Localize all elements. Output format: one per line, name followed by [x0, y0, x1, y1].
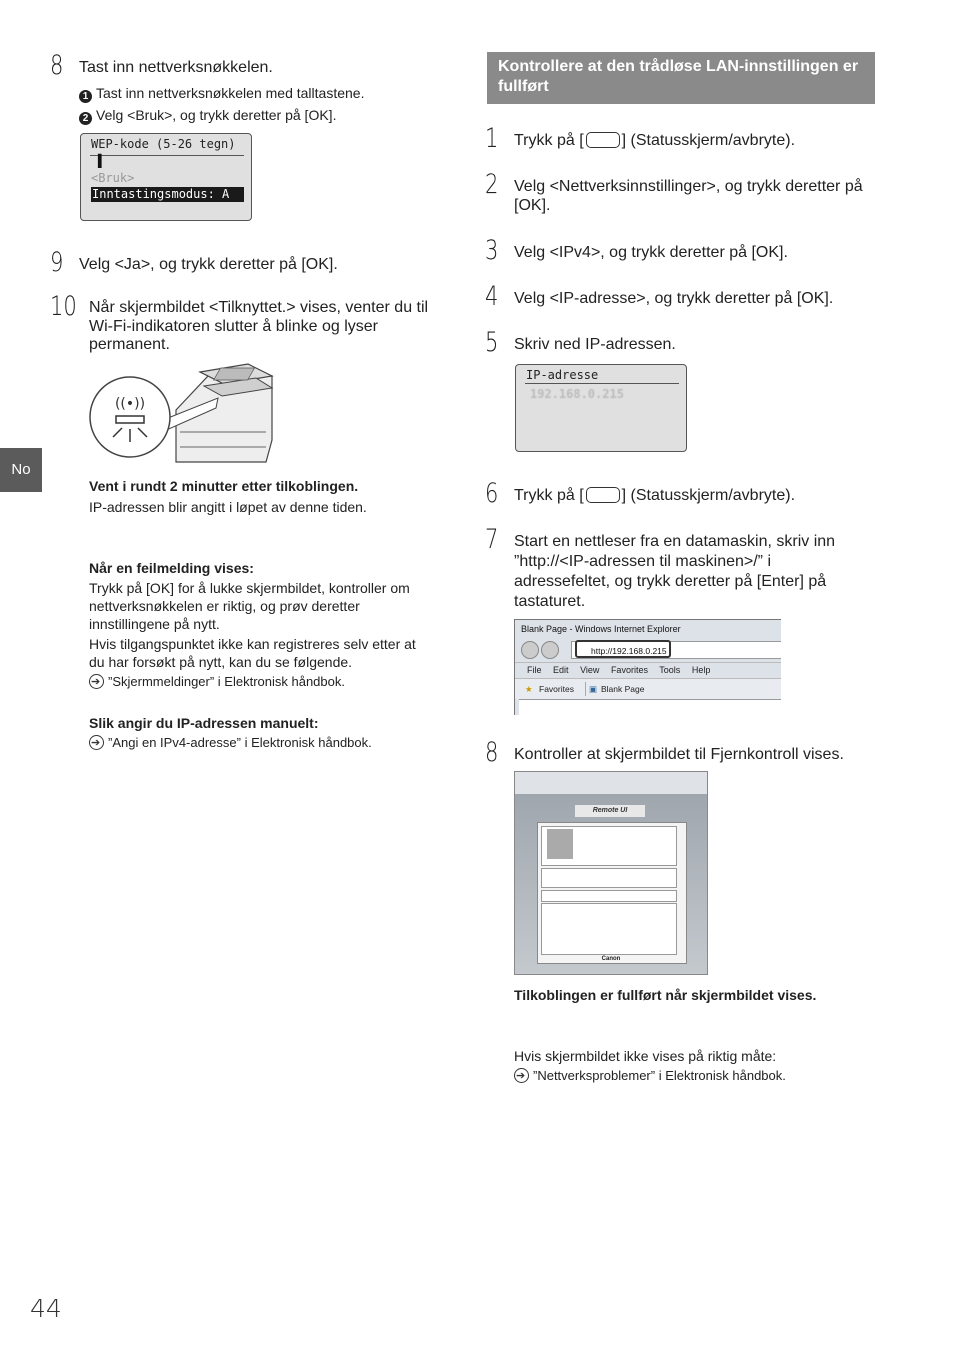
r-step-3-text: Velg <IPv4>, og trykk deretter på [OK].: [514, 244, 788, 261]
favorites-button[interactable]: Favorites: [539, 684, 574, 694]
sub-1-text: Tast inn nettverksnøkkelen med talltastene.: [96, 85, 365, 101]
manual-reference: [89, 734, 372, 752]
wep-lcd-screen: [80, 133, 252, 221]
back-button[interactable]: [521, 641, 539, 659]
blank-page-tab[interactable]: Blank Page: [601, 684, 645, 694]
r-step-1-post: ] (Statusskjerm/avbryte).: [621, 132, 796, 149]
favorites-bar: [515, 678, 781, 699]
lcd-ip-value: 192.168.0.215: [530, 387, 624, 401]
remote-ui-screenshot: [514, 771, 708, 975]
r-step-1-number: 1: [485, 123, 499, 154]
r-step-4-text: Velg <IP-adresse>, og trykk deretter på [OK].: [514, 290, 834, 307]
sub-2-text: Velg <Bruk>, og trykk deretter på [OK].: [96, 107, 337, 123]
error-text-2: Hvis tilgangspunktet ikke kan registreres selv etter at du har forsøkt på nytt, kan du se følgende.: [89, 636, 416, 670]
done-text: Tilkoblingen er fullført når skjermbildet vises.: [514, 987, 817, 1003]
printer-wifi-illustration: [88, 362, 278, 468]
step-10-text: Når skjermbildet <Tilknyttet.> vises, venter du til Wi-Fi-indikatoren slutter å blinke og lyser permanent.: [89, 299, 429, 353]
manual-title: Slik angir du IP-adressen manuelt:: [89, 715, 319, 731]
manual-reference-text: ”Angi en IPv4-adresse” i Elektronisk håndbok.: [108, 735, 372, 750]
r-step-5-number: 5: [485, 327, 499, 358]
remote-ui-logo: Remote UI: [575, 805, 645, 817]
ip-lcd-screen: [515, 364, 687, 452]
r-step-1-pre: Trykk på [: [514, 132, 584, 149]
menu-file[interactable]: File: [527, 665, 542, 675]
status-cancel-key-icon: [586, 487, 620, 503]
address-bar[interactable]: http://192.168.0.215: [575, 640, 671, 658]
step-8-number: 8: [50, 50, 64, 81]
menu-edit[interactable]: Edit: [553, 665, 569, 675]
lcd-cursor: ▌: [98, 154, 106, 168]
browser-screenshot: [514, 619, 781, 715]
notshown-text: Hvis skjermbildet ikke vises på riktig måte:: [514, 1048, 777, 1064]
lcd-bruk: <Bruk>: [91, 171, 135, 185]
section-heading: Kontrollere at den trådløse LAN-innstillingen er fullført: [487, 52, 875, 104]
r-step-4-number: 4: [485, 281, 499, 312]
browser-title: Blank Page - Windows Internet Explorer: [521, 624, 681, 634]
r-step-5-text: Skriv ned IP-adressen.: [514, 336, 676, 353]
menu-view[interactable]: View: [580, 665, 600, 675]
lcd-wep-title: WEP-kode (5-26 tegn): [91, 137, 236, 151]
r-step-6-post: ] (Statusskjerm/avbryte).: [621, 487, 796, 504]
status-cancel-key-icon: [586, 132, 620, 148]
r-step-2-text: Velg <Nettverksinnstillinger>, og trykk deretter på [OK].: [514, 178, 863, 214]
r-step-3-number: 3: [485, 235, 499, 266]
step-8-text: Tast inn nettverksnøkkelen.: [79, 59, 273, 76]
notshown-reference: [514, 1067, 786, 1085]
language-tab: No: [0, 448, 42, 492]
page-number: 44: [30, 1294, 62, 1323]
step-9-number: 9: [50, 247, 64, 278]
r-step-8-text: Kontroller at skjermbildet til Fjernkontroll vises.: [514, 746, 844, 763]
page-icon: ▣: [589, 684, 598, 694]
r-step-6-pre: Trykk på [: [514, 487, 584, 504]
wait-text: IP-adressen blir angitt i løpet av denne tiden.: [89, 499, 367, 515]
reference-arrow-icon: [89, 735, 104, 750]
step-10-number: 10: [50, 291, 77, 322]
step-8-sub-1: [79, 84, 364, 103]
notshown-reference-text: ”Nettverksproblemer” i Elektronisk håndbok.: [533, 1068, 786, 1083]
r-step-1-text: [514, 131, 795, 150]
error-reference-text: ”Skjermmeldinger” i Elektronisk håndbok.: [108, 674, 345, 689]
r-step-6-text: [514, 486, 795, 505]
wifi-icon: ((•)): [114, 396, 146, 412]
sub-number-1: 1: [79, 90, 92, 103]
r-step-6-number: 6: [485, 478, 499, 509]
error-title: Når en feilmelding vises:: [89, 560, 254, 576]
reference-arrow-icon: [514, 1068, 529, 1083]
lcd-mode: Inntastingsmodus: A: [91, 187, 244, 202]
lcd-ip-title: IP-adresse: [526, 368, 599, 382]
menu-tools[interactable]: Tools: [659, 665, 681, 675]
menu-help[interactable]: Help: [691, 665, 711, 675]
wait-title: Vent i rundt 2 minutter etter tilkoblingen.: [89, 478, 359, 494]
menu-bar: [515, 662, 781, 677]
step-9-text: Velg <Ja>, og trykk deretter på [OK].: [79, 256, 338, 273]
error-reference: [89, 673, 345, 691]
sub-number-2: 2: [79, 112, 92, 125]
forward-button[interactable]: [541, 641, 559, 659]
star-icon: ★: [525, 684, 533, 694]
r-step-8-number: 8: [485, 737, 499, 768]
menu-favorites[interactable]: Favorites: [610, 665, 648, 675]
r-step-7-text: Start en nettleser fra en datamaskin, skriv inn ”http://<IP-adressen til maskinen>/” i adressefeltet, og trykk deretter på [Enter] på tastaturet.: [514, 533, 836, 610]
canon-brand: Canon: [601, 956, 621, 962]
r-step-2-number: 2: [485, 169, 499, 200]
r-step-7-number: 7: [485, 524, 499, 555]
reference-arrow-icon: [89, 674, 104, 689]
step-8-sub-2: [79, 106, 336, 125]
error-text: Trykk på [OK] for å lukke skjermbildet, kontroller om nettverksnøkkelen er riktig, og prøv deretter innstillingene på nytt.: [89, 580, 410, 632]
